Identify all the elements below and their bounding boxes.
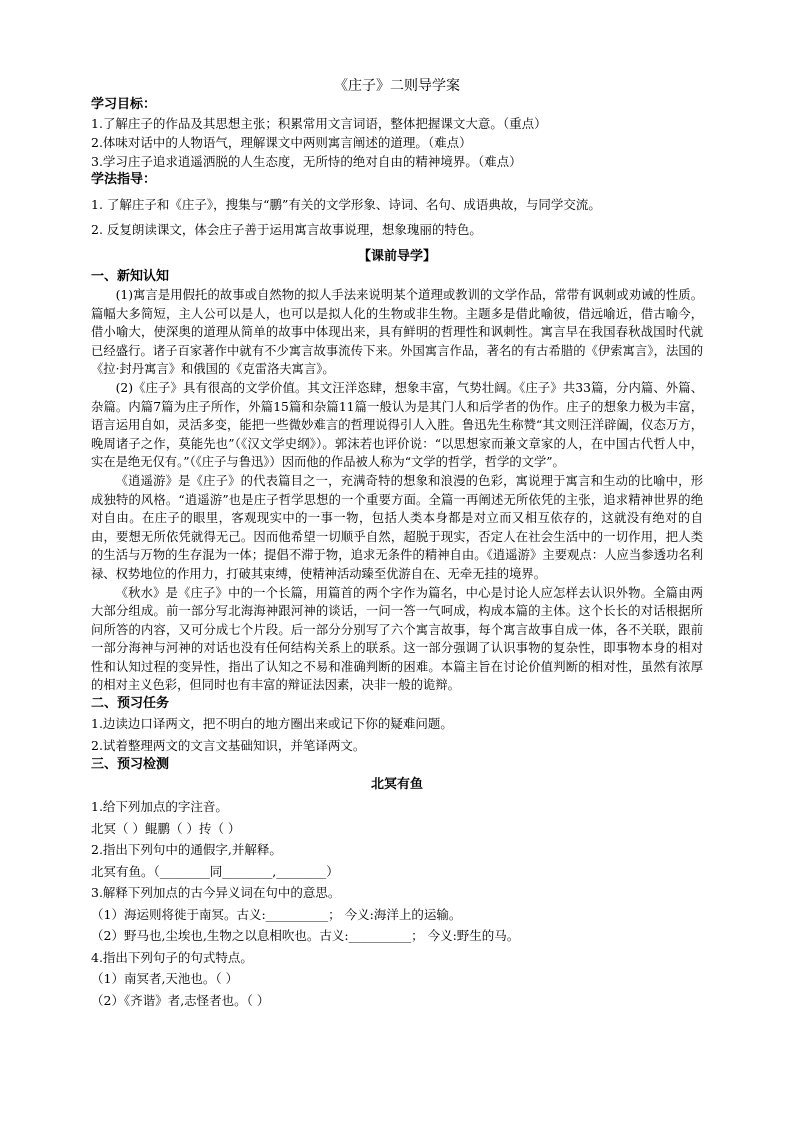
worksheet-page: [91, 76, 703, 1011]
knowledge-paragraph: 《秋水》是《庄子》中的一个长篇，用篇首的两个字作为篇名，中心是讨论人应怎样去认识外物。全篇由两大部分组成。前一部分写北海海神跟河神的谈话，一问一答一气呵成，构成本篇的主体。这个长长的对话根据所问所答的内容，又可分成七个片段。后一部分分别写了六个寓言故事，每个寓言故事自成一体，各不关联，跟前一部分海神与河神的对话也没有任何结构关系上的联系。这一部分强调了认识事物的复杂性，即事物本身的相对性和认知过程的变异性，指出了认知之不易和准确判断的困难。本篇主旨在讨论价值判断的相对性，虽然有浓厚的相对主义色彩，但同时也有丰富的辩证法因素，决非一般的诡辩。: [91, 585, 703, 693]
exercise-line: 北冥有鱼。（________同________,________）: [91, 863, 339, 879]
preview-tasks-heading: 二、预习任务: [91, 696, 170, 712]
task-item: 1.边读边口译两文，把不明白的地方圈出来或记下你的疑难问题。: [91, 716, 453, 732]
knowledge-paragraph: (2)《庄子》具有很高的文学价值。其文汪洋恣肆，想象丰富，气势壮阔。《庄子》共33篇，分内篇、外篇、杂篇。内篇7篇为庄子所作，外篇15篇和杂篇11篇一般认为是其门人和后学者的伪作。庄子的想象力极为丰富，语言运用自如，灵活多变，能把一些微妙难言的哲理说得引人入胜。鲁迅先生称赞“其文则汪洋辟阖，仪态万方，晚周诸子之作，莫能先也”（《汉文学史纲》）。郭沫若也评价说：“以思想家而兼文章家的人，在中国古代哲人中，实在是绝无仅有。”（《庄子与鲁迅》）因而他的作品被人称为“文学的哲学，哲学的文学”。: [91, 380, 703, 470]
preclass-heading: 【课前导学】: [357, 249, 436, 264]
preview-check-heading: 三、预习检测: [91, 757, 170, 773]
methods-heading: 学法指导：: [91, 172, 157, 187]
exercise-line: （2）野马也,尘埃也,生物之以息相吹也。古义:__________； 今义:野生的马。: [91, 928, 520, 944]
document-title: 《庄子》二则导学案: [334, 78, 460, 94]
task-item: 2.试着整理两文的文言文基础知识，并笔译两文。: [91, 737, 366, 753]
objective-item: 2.体味对话中的人物语气，理解课文中两则寓言阐述的道理。（难点）: [91, 135, 472, 150]
exercise-line: 4.指出下列句子的句式特点。: [91, 949, 253, 965]
objective-item: 3.学习庄子追求逍遥洒脱的人生态度，无所恃的绝对自由的精神境界。（难点）: [91, 154, 522, 169]
exercise-line: 1.给下列加点的字注音。: [91, 799, 228, 815]
objectives-heading: 学习目标：: [91, 97, 157, 112]
method-item: 2. 反复朗读课文，体会庄子善于运用寓言故事说理，想象瑰丽的特色。: [91, 222, 482, 237]
new-knowledge-heading: 一、新知认知: [91, 269, 170, 284]
section-subtitle: 北冥有鱼: [370, 777, 423, 793]
exercise-line: （2）《齐谐》者,志怪者也。（ ）: [91, 992, 270, 1008]
exercise-line: （1）南冥者,天池也。（ ）: [91, 971, 239, 987]
exercise-line: 北冥（ ）鲲鹏（ ）抟（ ）: [91, 820, 241, 836]
knowledge-paragraph: (1)寓言是用假托的故事或自然物的拟人手法来说明某个道理或教训的文学作品，常带有讽刺或劝诫的性质。篇幅大多简短，主人公可以是人，也可以是拟人化的生物或非生物。主题多是借此喻彼，借远喻近，借古喻今，借小喻大，使深奥的道理从简单的故事中体现出来，具有鲜明的哲理性和讽刺性。寓言早在我国春秋战国时代就已经盛行。诸子百家著作中就有不少寓言故事流传下来。外国寓言作品，著名的有古希腊的《伊索寓言》，法国的《拉·封丹寓言》和俄国的《克雷洛夫寓言》。: [91, 288, 703, 377]
exercise-line: （1）海运则将徙于南冥。古义:__________； 今义:海洋上的运输。: [91, 906, 462, 922]
method-item: 1. 了解庄子和《庄子》，搜集与“鹏”有关的文学形象、诗词、名句、成语典故，与同学交流。: [91, 197, 601, 212]
exercise-line: 3.解释下列加点的古今异义词在句中的意思。: [91, 885, 341, 901]
exercise-line: 2.指出下列句中的通假字,并解释。: [91, 842, 282, 858]
knowledge-paragraph: 《逍遥游》是《庄子》的代表篇目之一，充满奇特的想象和浪漫的色彩，寓说理于寓言和生动的比喻中，形成独特的风格。“逍遥游”也是庄子哲学思想的一个重要方面。全篇一再阐述无所依凭的主张，追求精神世界的绝对自由。在庄子的眼里，客观现实中的一事一物，包括人类本身都是对立而又相互依存的，这就没有绝对的自由，要想无所依凭就得无己。因而他希望一切顺乎自然，超脱于现实，否定人在社会生活中的一切作用，把人类的生活与万物的生存混为一体；提倡不滞于物，追求无条件的精神自由。《逍遥游》主要观点：人应当参透功名利禄、权势地位的作用力，打破其束缚，使精神活动臻至优游自在、无牵无挂的境界。: [91, 473, 703, 581]
objective-item: 1.了解庄子的作品及其思想主张；积累常用文言词语，整体把握课文大意。（重点）: [91, 116, 547, 131]
